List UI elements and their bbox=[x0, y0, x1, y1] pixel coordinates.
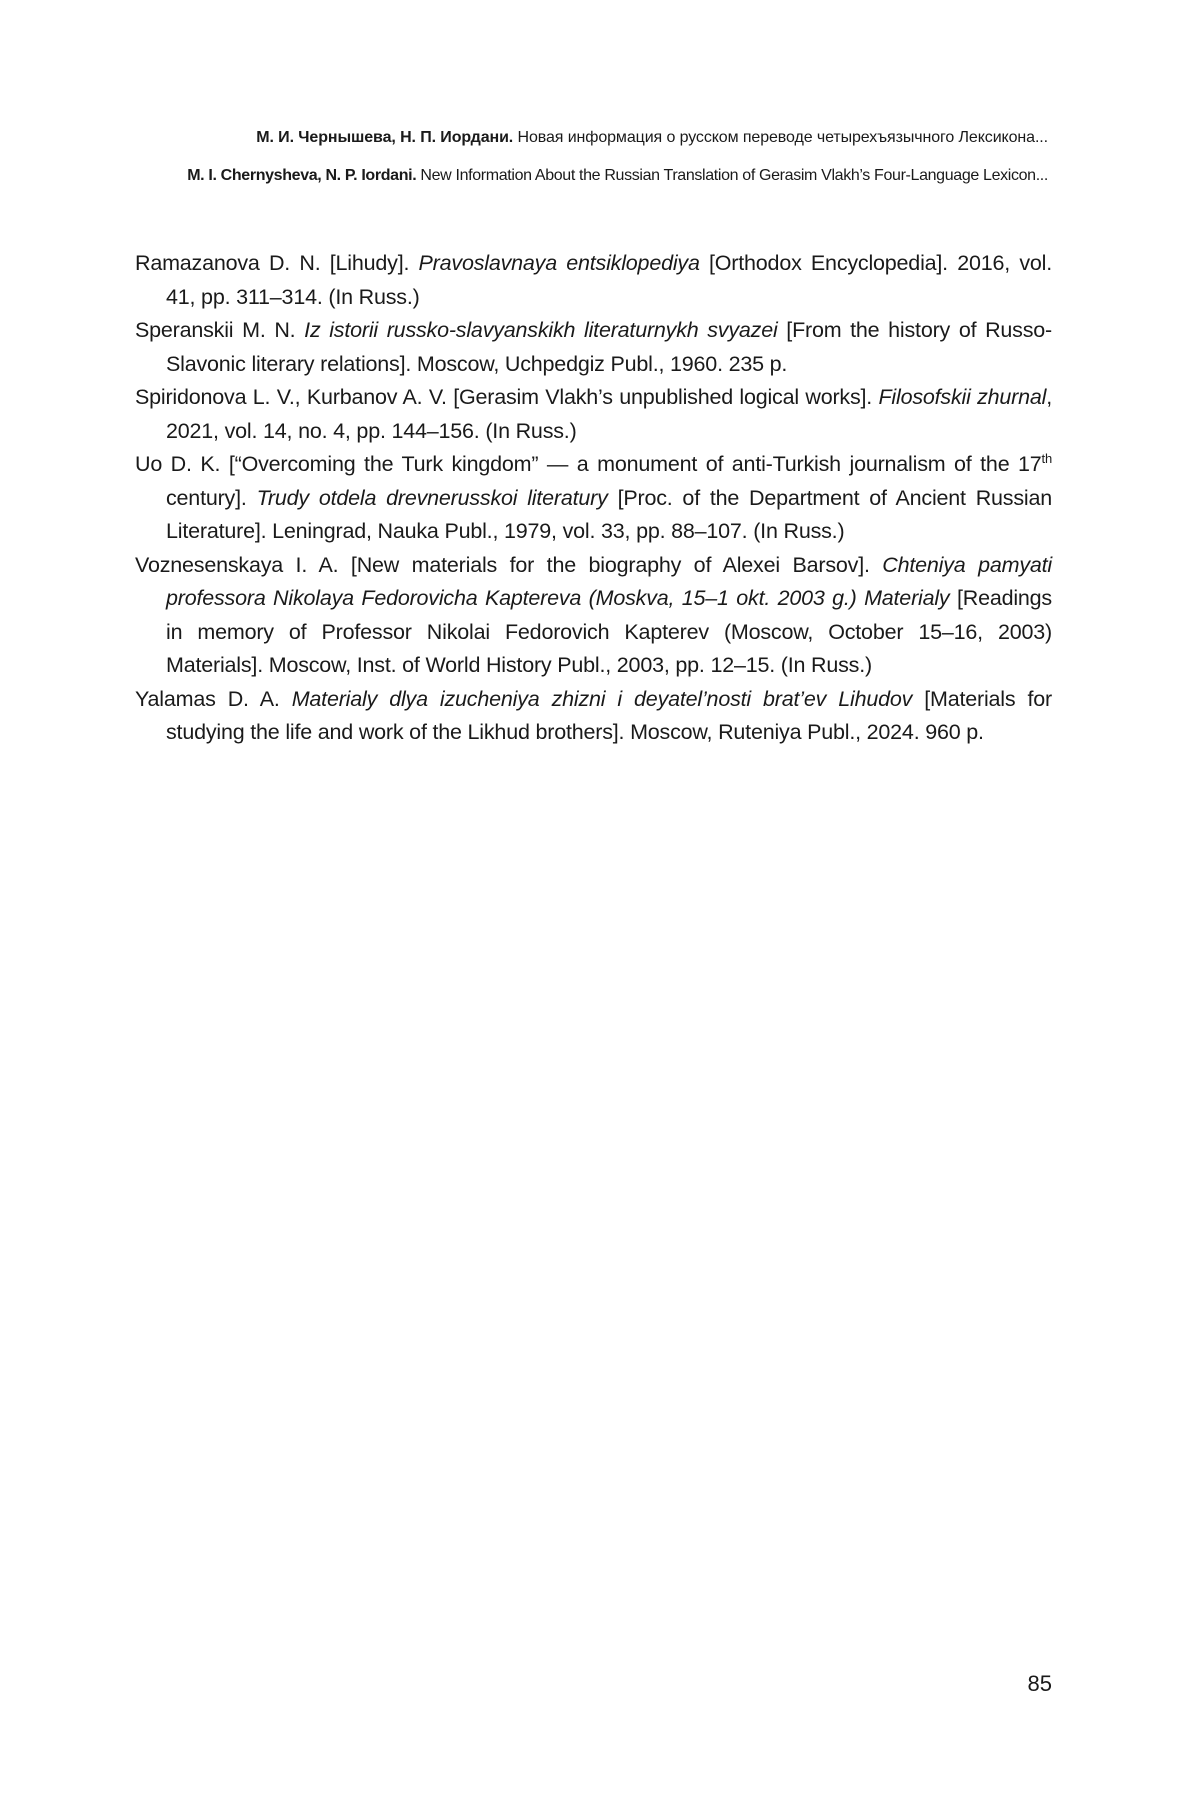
reference-item-spiridonova: Spiridonova L. V., Kurbanov A. V. [Gerasim Vlakh’s unpublished logical works]. Filosofskii zhurnal, 2021, vol. 14, no. 4, pp. 144–156. (In Russ.) bbox=[135, 385, 1052, 443]
page-number: 85 bbox=[1027, 1671, 1052, 1696]
reference-item-speranskii: Speranskii M. N. Iz istorii russko-slavyanskikh literaturnykh svyazei [From the history of Russo-Slavonic literary relations]. Moscow, Uchpedgiz Publ., 1960. 235 p. bbox=[135, 318, 1052, 376]
reference-item-voznesenskaya: Voznesenskaya I. A. [New materials for the biography of Alexei Barsov]. Chteniya pamyati professora Nikolaya Fedorovicha Kaptereva (Moskva, 15–1 okt. 2003 g.) Materialy [Readings in memory of Professor Nikolai Fedorovich Kapterev (Moscow, October 15–16, 2003) Materials]. Moscow, Inst. of World History Publ., 2003, pp. 12–15. (In Russ.) bbox=[135, 552, 1052, 677]
reference-list bbox=[135, 247, 1052, 750]
running-head-english bbox=[120, 166, 1048, 186]
running-head-authors-ru: М. И. Чернышева, Н. П. Иордани. bbox=[256, 129, 514, 146]
running-head-authors-en: M. I. Chernysheva, N. P. Iordani. bbox=[187, 167, 417, 184]
reference-item-ramazanova: Ramazanova D. N. [Lihudy]. Pravoslavnaya entsiklopediya [Orthodox Encyclopedia]. 2016, vol. 41, pp. 311–314. (In Russ.) bbox=[135, 251, 1052, 309]
reference-item-uo: Uo D. K. [“Overcoming the Turk kingdom” — a monument of anti-Turkish journalism of the 17th century]. Trudy otdela drevnerusskoi literatury [Proc. of the Department of Ancient Russian Literature]. Leningrad, Nauka Publ., 1979, vol. 33, pp. 88–107. (In Russ.) bbox=[135, 450, 1052, 543]
reference-item-yalamas: Yalamas D. A. Materialy dlya izucheniya zhizni i deyatel’nosti brat’ev Lihudov [Materials for studying the life and work of the Likhud brothers]. Moscow, Ruteniya Publ., 2024. 960 p. bbox=[135, 686, 1052, 744]
running-head-title-ru: Новая информация о русском переводе четырехъязычного Лексикона... bbox=[517, 129, 1048, 146]
running-head-title-en: New Information About the Russian Translation of Gerasim Vlakh’s Four-Language Lexicon... bbox=[420, 167, 1048, 184]
running-head-russian bbox=[120, 128, 1048, 148]
